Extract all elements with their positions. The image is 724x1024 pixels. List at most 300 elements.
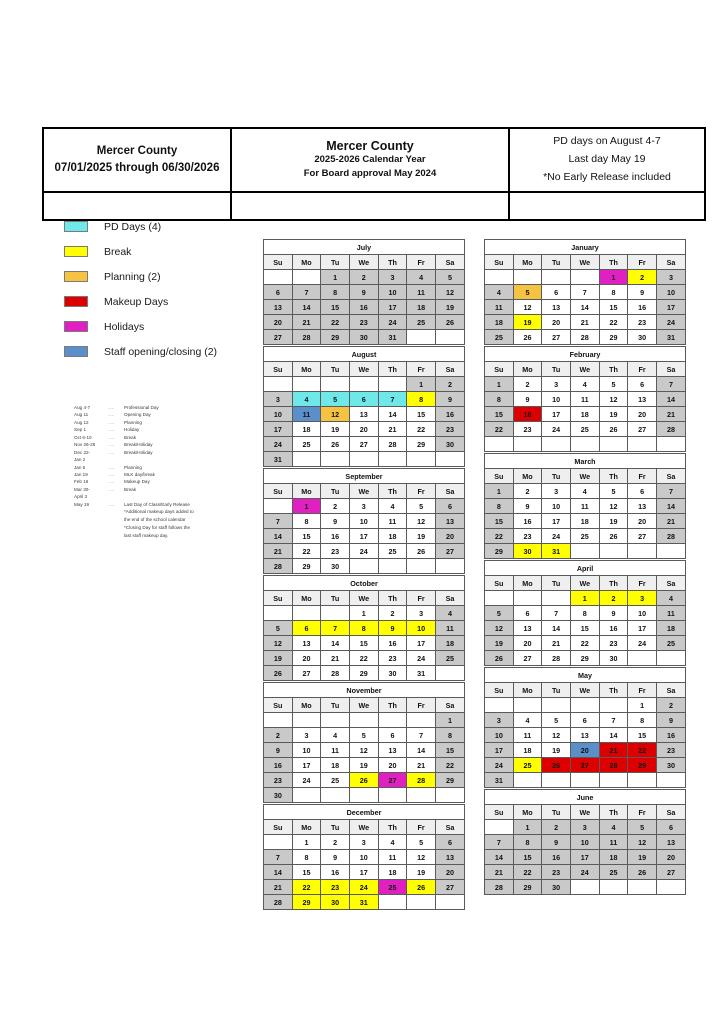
day-cell: 5 bbox=[349, 728, 378, 743]
week-row bbox=[264, 606, 465, 621]
day-cell: 3 bbox=[378, 270, 407, 285]
day-of-week-header-row bbox=[264, 362, 465, 377]
day-cell-empty bbox=[599, 437, 628, 452]
note-description: Professional Day bbox=[124, 405, 159, 410]
note-separator-dots: ..... bbox=[108, 412, 115, 418]
day-cell: 5 bbox=[435, 270, 464, 285]
note-row bbox=[74, 471, 244, 478]
day-cell: 2 bbox=[628, 270, 657, 285]
note-description: Planning bbox=[124, 419, 142, 425]
week-row bbox=[264, 850, 465, 865]
month-title: December bbox=[264, 805, 465, 820]
note-description: Holiday bbox=[124, 427, 140, 433]
day-cell: 20 bbox=[264, 315, 293, 330]
day-of-week-header-row bbox=[485, 469, 686, 484]
day-cell: 19 bbox=[321, 422, 350, 437]
month-title: May bbox=[485, 668, 686, 683]
note-separator-dots: ..... bbox=[108, 486, 115, 492]
day-of-week-tu: Tu bbox=[542, 469, 571, 484]
day-cell: 9 bbox=[321, 514, 350, 529]
day-cell: 23 bbox=[264, 773, 293, 788]
day-cell: 30 bbox=[264, 788, 293, 803]
day-cell: 26 bbox=[407, 544, 436, 559]
day-of-week-header-row bbox=[485, 683, 686, 698]
week-row bbox=[485, 392, 686, 407]
day-cell: 25 bbox=[435, 651, 464, 666]
month-title-row bbox=[264, 576, 465, 591]
week-row bbox=[264, 377, 465, 392]
day-cell: 20 bbox=[570, 743, 599, 758]
day-cell-empty bbox=[264, 606, 293, 621]
day-cell: 9 bbox=[264, 743, 293, 758]
day-cell: 15 bbox=[513, 850, 542, 865]
day-cell: 18 bbox=[378, 865, 407, 880]
day-cell: 7 bbox=[656, 377, 685, 392]
day-cell: 26 bbox=[321, 437, 350, 452]
day-cell: 11 bbox=[599, 835, 628, 850]
day-cell: 19 bbox=[542, 743, 571, 758]
day-cell: 19 bbox=[599, 407, 628, 422]
week-row bbox=[264, 407, 465, 422]
day-cell: 9 bbox=[542, 835, 571, 850]
week-row bbox=[485, 285, 686, 300]
day-cell: 15 bbox=[292, 529, 321, 544]
day-cell-empty bbox=[656, 437, 685, 452]
day-of-week-su: Su bbox=[264, 591, 293, 606]
note-separator-dots: ..... bbox=[108, 501, 115, 507]
day-cell-empty bbox=[485, 437, 514, 452]
day-cell-empty bbox=[407, 788, 436, 803]
day-cell: 8 bbox=[349, 621, 378, 636]
legend bbox=[64, 214, 279, 364]
week-row bbox=[485, 591, 686, 606]
day-cell-empty bbox=[292, 713, 321, 728]
day-cell: 25 bbox=[292, 437, 321, 452]
day-cell: 14 bbox=[264, 529, 293, 544]
day-of-week-th: Th bbox=[599, 576, 628, 591]
note-description: Break/Holiday bbox=[124, 449, 153, 455]
day-cell-empty bbox=[513, 437, 542, 452]
day-cell: 11 bbox=[407, 285, 436, 300]
month-table-february bbox=[484, 346, 686, 452]
day-cell-empty bbox=[321, 713, 350, 728]
day-cell: 15 bbox=[628, 728, 657, 743]
day-cell-empty bbox=[628, 773, 657, 788]
week-row bbox=[264, 880, 465, 895]
day-cell: 16 bbox=[378, 636, 407, 651]
day-cell-empty bbox=[542, 591, 571, 606]
day-cell: 30 bbox=[656, 758, 685, 773]
day-cell-empty bbox=[570, 698, 599, 713]
day-cell: 28 bbox=[264, 559, 293, 574]
month-title: March bbox=[485, 454, 686, 469]
header-cell-district bbox=[43, 128, 231, 192]
day-cell: 6 bbox=[264, 285, 293, 300]
day-cell: 25 bbox=[407, 315, 436, 330]
day-cell: 31 bbox=[264, 452, 293, 467]
week-row bbox=[485, 422, 686, 437]
day-cell: 20 bbox=[513, 636, 542, 651]
day-cell: 28 bbox=[321, 666, 350, 681]
note-separator-dots: ..... bbox=[108, 419, 115, 425]
note-separator-dots: ..... bbox=[108, 464, 115, 470]
day-cell: 31 bbox=[378, 330, 407, 345]
day-cell: 19 bbox=[599, 514, 628, 529]
day-cell: 12 bbox=[599, 392, 628, 407]
week-row bbox=[485, 698, 686, 713]
day-cell: 21 bbox=[542, 636, 571, 651]
day-of-week-tu: Tu bbox=[321, 820, 350, 835]
week-row bbox=[485, 437, 686, 452]
day-cell: 11 bbox=[570, 392, 599, 407]
note-row bbox=[74, 441, 244, 448]
day-cell: 1 bbox=[513, 820, 542, 835]
legend-swatch-makeup-days bbox=[64, 296, 88, 307]
day-cell: 24 bbox=[264, 437, 293, 452]
day-cell: 7 bbox=[264, 514, 293, 529]
week-row bbox=[264, 773, 465, 788]
day-cell-empty bbox=[656, 773, 685, 788]
day-cell: 15 bbox=[435, 743, 464, 758]
week-row bbox=[485, 484, 686, 499]
day-of-week-th: Th bbox=[378, 484, 407, 499]
day-cell-empty bbox=[292, 452, 321, 467]
month-title: November bbox=[264, 683, 465, 698]
day-of-week-mo: Mo bbox=[292, 255, 321, 270]
day-cell: 19 bbox=[435, 300, 464, 315]
day-of-week-su: Su bbox=[264, 362, 293, 377]
day-cell-empty bbox=[485, 591, 514, 606]
day-cell: 30 bbox=[321, 559, 350, 574]
day-of-week-su: Su bbox=[485, 362, 514, 377]
day-cell: 27 bbox=[570, 758, 599, 773]
day-cell: 10 bbox=[542, 392, 571, 407]
week-row bbox=[264, 743, 465, 758]
day-cell: 23 bbox=[321, 880, 350, 895]
day-cell: 5 bbox=[407, 835, 436, 850]
day-cell: 14 bbox=[656, 392, 685, 407]
note-row bbox=[74, 464, 244, 471]
week-row bbox=[264, 895, 465, 910]
day-cell: 1 bbox=[321, 270, 350, 285]
day-of-week-su: Su bbox=[264, 820, 293, 835]
day-cell: 30 bbox=[542, 880, 571, 895]
week-row bbox=[264, 544, 465, 559]
day-of-week-mo: Mo bbox=[292, 820, 321, 835]
day-cell-empty bbox=[542, 698, 571, 713]
week-row bbox=[485, 835, 686, 850]
day-cell-empty bbox=[485, 270, 514, 285]
day-cell: 24 bbox=[378, 315, 407, 330]
day-cell: 8 bbox=[485, 392, 514, 407]
day-cell: 25 bbox=[599, 865, 628, 880]
header-title-year: 2025-2026 Calendar Year bbox=[314, 153, 426, 165]
day-cell: 19 bbox=[264, 651, 293, 666]
day-cell: 1 bbox=[570, 591, 599, 606]
day-cell: 9 bbox=[435, 392, 464, 407]
day-cell-empty bbox=[407, 895, 436, 910]
day-cell: 30 bbox=[599, 651, 628, 666]
day-cell: 24 bbox=[407, 651, 436, 666]
day-cell: 2 bbox=[656, 698, 685, 713]
day-cell: 2 bbox=[264, 728, 293, 743]
day-cell: 27 bbox=[378, 773, 407, 788]
day-of-week-fr: Fr bbox=[628, 255, 657, 270]
day-cell: 28 bbox=[656, 422, 685, 437]
legend-item-holidays bbox=[64, 314, 279, 339]
day-cell: 12 bbox=[628, 835, 657, 850]
day-cell: 13 bbox=[264, 300, 293, 315]
header-note-early-release: *No Early Release included bbox=[543, 170, 671, 183]
day-cell-empty bbox=[378, 452, 407, 467]
day-cell: 4 bbox=[378, 835, 407, 850]
day-cell: 23 bbox=[349, 315, 378, 330]
day-cell: 8 bbox=[485, 499, 514, 514]
note-footnote: *Additional makeup days added to bbox=[124, 509, 194, 515]
day-cell: 14 bbox=[264, 865, 293, 880]
week-row bbox=[264, 728, 465, 743]
note-date: April 3 bbox=[74, 494, 88, 500]
legend-swatch-pd-days bbox=[64, 221, 88, 232]
week-row bbox=[264, 559, 465, 574]
day-cell: 9 bbox=[513, 392, 542, 407]
day-cell: 12 bbox=[485, 621, 514, 636]
week-row bbox=[485, 499, 686, 514]
note-description: Opening Day bbox=[124, 412, 151, 418]
day-cell: 20 bbox=[628, 514, 657, 529]
day-cell: 18 bbox=[485, 315, 514, 330]
day-of-week-fr: Fr bbox=[407, 484, 436, 499]
day-cell: 2 bbox=[542, 820, 571, 835]
day-cell: 26 bbox=[264, 666, 293, 681]
day-cell: 16 bbox=[435, 407, 464, 422]
month-table-december bbox=[263, 804, 465, 910]
day-cell: 16 bbox=[599, 621, 628, 636]
day-cell: 13 bbox=[513, 621, 542, 636]
day-cell: 5 bbox=[542, 713, 571, 728]
day-cell: 12 bbox=[321, 407, 350, 422]
day-cell: 23 bbox=[378, 651, 407, 666]
day-cell: 15 bbox=[407, 407, 436, 422]
day-cell: 6 bbox=[542, 285, 571, 300]
day-cell: 29 bbox=[485, 544, 514, 559]
day-cell: 17 bbox=[349, 529, 378, 544]
day-cell: 4 bbox=[292, 392, 321, 407]
day-cell: 19 bbox=[628, 850, 657, 865]
day-cell: 30 bbox=[513, 544, 542, 559]
note-row bbox=[74, 493, 244, 500]
week-row bbox=[264, 529, 465, 544]
day-cell: 2 bbox=[321, 499, 350, 514]
legend-label-staff-opening-closing: Staff opening/closing (2) bbox=[104, 345, 218, 358]
day-cell: 2 bbox=[513, 377, 542, 392]
day-cell: 27 bbox=[435, 544, 464, 559]
day-cell: 18 bbox=[656, 621, 685, 636]
day-cell: 29 bbox=[292, 559, 321, 574]
day-cell: 4 bbox=[570, 484, 599, 499]
day-cell: 23 bbox=[656, 743, 685, 758]
day-cell: 27 bbox=[656, 865, 685, 880]
day-of-week-tu: Tu bbox=[542, 805, 571, 820]
day-of-week-tu: Tu bbox=[542, 683, 571, 698]
month-title-row bbox=[264, 805, 465, 820]
day-cell: 6 bbox=[570, 713, 599, 728]
day-cell: 21 bbox=[656, 407, 685, 422]
day-cell: 17 bbox=[485, 743, 514, 758]
day-cell-empty bbox=[435, 330, 464, 345]
day-cell-empty bbox=[485, 820, 514, 835]
header-spacer-cell-3 bbox=[509, 192, 705, 220]
day-cell: 5 bbox=[407, 499, 436, 514]
day-cell: 19 bbox=[407, 529, 436, 544]
day-cell: 15 bbox=[349, 636, 378, 651]
day-cell: 30 bbox=[628, 330, 657, 345]
day-cell: 9 bbox=[656, 713, 685, 728]
day-cell: 18 bbox=[378, 529, 407, 544]
week-row bbox=[264, 865, 465, 880]
day-cell-empty bbox=[513, 698, 542, 713]
day-cell: 24 bbox=[628, 636, 657, 651]
day-cell: 3 bbox=[407, 606, 436, 621]
day-cell: 26 bbox=[435, 315, 464, 330]
day-of-week-th: Th bbox=[599, 255, 628, 270]
note-date: Dec 22- bbox=[74, 449, 91, 455]
note-separator-dots: ..... bbox=[108, 479, 115, 485]
day-of-week-su: Su bbox=[485, 255, 514, 270]
day-of-week-sa: Sa bbox=[656, 469, 685, 484]
month-title-row bbox=[485, 668, 686, 683]
day-cell: 13 bbox=[628, 392, 657, 407]
week-row bbox=[264, 621, 465, 636]
day-of-week-header-row bbox=[485, 362, 686, 377]
day-cell: 6 bbox=[292, 621, 321, 636]
day-cell: 3 bbox=[542, 377, 571, 392]
week-row bbox=[485, 330, 686, 345]
day-cell: 7 bbox=[570, 285, 599, 300]
day-cell-empty bbox=[264, 713, 293, 728]
day-cell: 18 bbox=[599, 850, 628, 865]
day-cell-empty bbox=[628, 880, 657, 895]
day-cell: 20 bbox=[349, 422, 378, 437]
day-cell: 18 bbox=[513, 743, 542, 758]
header-cell-title bbox=[231, 128, 509, 192]
day-cell: 6 bbox=[435, 835, 464, 850]
legend-item-break bbox=[64, 239, 279, 264]
day-cell: 13 bbox=[570, 728, 599, 743]
header-note-pd-days: PD days on August 4-7 bbox=[553, 135, 661, 147]
day-cell-empty bbox=[542, 773, 571, 788]
day-cell: 7 bbox=[264, 850, 293, 865]
day-cell: 29 bbox=[292, 895, 321, 910]
day-cell: 25 bbox=[378, 544, 407, 559]
day-of-week-tu: Tu bbox=[321, 362, 350, 377]
month-table-may bbox=[484, 667, 686, 788]
day-cell: 21 bbox=[378, 422, 407, 437]
note-description: MLK day/break bbox=[124, 471, 155, 477]
month-table-october bbox=[263, 575, 465, 681]
week-row bbox=[485, 820, 686, 835]
day-cell: 6 bbox=[628, 484, 657, 499]
day-cell: 12 bbox=[599, 499, 628, 514]
day-cell: 30 bbox=[321, 895, 350, 910]
day-cell: 3 bbox=[570, 820, 599, 835]
day-cell-empty bbox=[349, 377, 378, 392]
day-cell: 14 bbox=[599, 728, 628, 743]
month-title: July bbox=[264, 240, 465, 255]
month-table-november bbox=[263, 682, 465, 803]
day-of-week-fr: Fr bbox=[407, 255, 436, 270]
day-cell: 31 bbox=[485, 773, 514, 788]
day-cell: 23 bbox=[542, 865, 571, 880]
day-cell: 16 bbox=[513, 407, 542, 422]
day-cell-empty bbox=[599, 773, 628, 788]
day-cell: 29 bbox=[349, 666, 378, 681]
month-title-row bbox=[264, 347, 465, 362]
day-cell: 1 bbox=[407, 377, 436, 392]
day-cell-empty bbox=[570, 880, 599, 895]
day-cell: 6 bbox=[435, 499, 464, 514]
day-cell: 18 bbox=[407, 300, 436, 315]
day-cell: 7 bbox=[378, 392, 407, 407]
day-of-week-we: We bbox=[570, 469, 599, 484]
header-note-last-day: Last day May 19 bbox=[568, 152, 646, 165]
day-cell: 11 bbox=[570, 499, 599, 514]
day-cell: 5 bbox=[264, 621, 293, 636]
day-of-week-we: We bbox=[349, 362, 378, 377]
day-cell: 7 bbox=[599, 713, 628, 728]
day-cell: 1 bbox=[485, 377, 514, 392]
day-cell-empty bbox=[264, 835, 293, 850]
day-of-week-we: We bbox=[349, 591, 378, 606]
day-of-week-sa: Sa bbox=[435, 591, 464, 606]
note-date: Jan 19 bbox=[74, 471, 88, 477]
day-cell: 3 bbox=[656, 270, 685, 285]
header-title-name: Mercer County bbox=[326, 138, 414, 153]
day-of-week-su: Su bbox=[485, 469, 514, 484]
day-cell: 13 bbox=[542, 300, 571, 315]
day-of-week-fr: Fr bbox=[628, 362, 657, 377]
day-of-week-we: We bbox=[570, 683, 599, 698]
day-cell: 31 bbox=[656, 330, 685, 345]
week-row bbox=[485, 758, 686, 773]
day-cell: 23 bbox=[435, 422, 464, 437]
day-cell: 2 bbox=[513, 484, 542, 499]
day-cell: 28 bbox=[570, 330, 599, 345]
day-cell: 8 bbox=[292, 850, 321, 865]
day-cell-empty bbox=[656, 651, 685, 666]
day-of-week-th: Th bbox=[378, 255, 407, 270]
day-cell: 20 bbox=[378, 758, 407, 773]
day-cell: 5 bbox=[485, 606, 514, 621]
day-cell-empty bbox=[656, 880, 685, 895]
note-date: Aug 11 bbox=[74, 412, 89, 418]
day-cell-empty bbox=[292, 377, 321, 392]
day-cell: 13 bbox=[349, 407, 378, 422]
month-title: February bbox=[485, 347, 686, 362]
day-cell-empty bbox=[378, 377, 407, 392]
legend-label-makeup-days: Makeup Days bbox=[104, 295, 169, 308]
day-cell: 17 bbox=[349, 865, 378, 880]
day-of-week-mo: Mo bbox=[513, 362, 542, 377]
day-cell: 27 bbox=[628, 529, 657, 544]
day-cell-empty bbox=[407, 559, 436, 574]
note-description: Last Day of Class/Early Release bbox=[124, 501, 190, 507]
day-cell: 29 bbox=[628, 758, 657, 773]
day-of-week-we: We bbox=[570, 362, 599, 377]
day-cell: 12 bbox=[349, 743, 378, 758]
day-cell: 15 bbox=[292, 865, 321, 880]
day-of-week-tu: Tu bbox=[321, 591, 350, 606]
